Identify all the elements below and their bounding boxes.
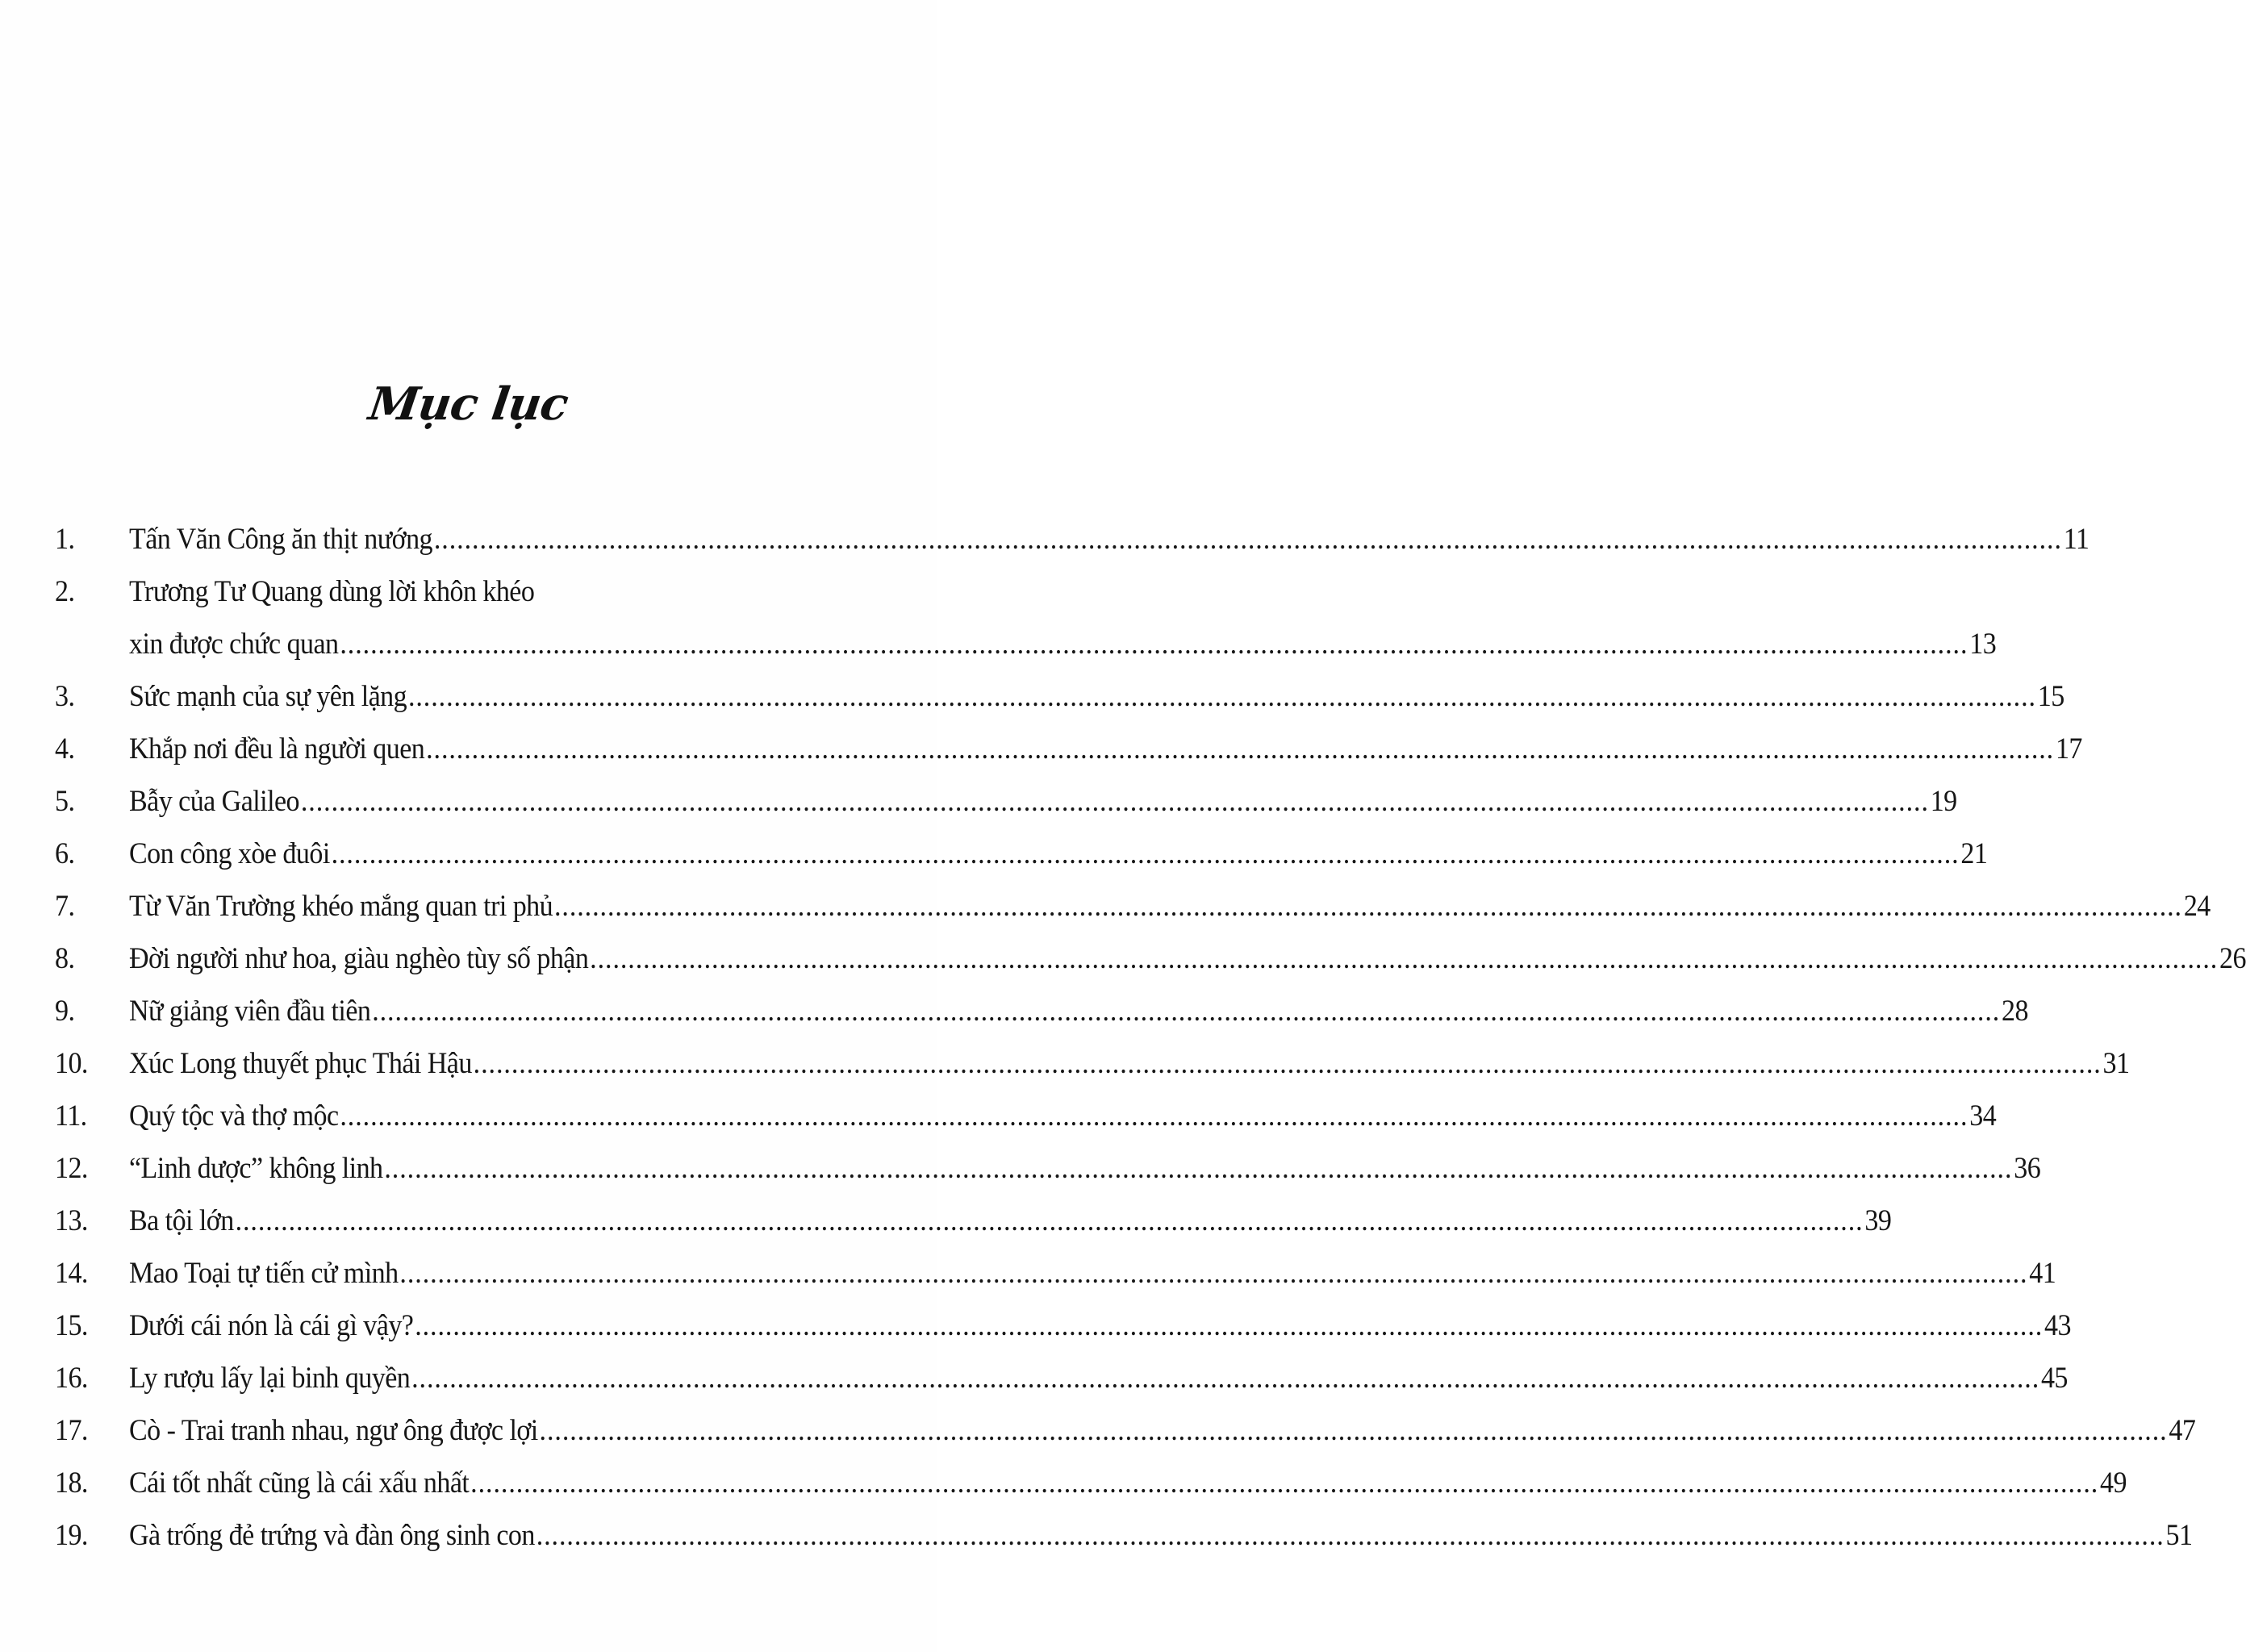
entry-title: Mao Toại tự tiến cử mình xyxy=(129,1257,399,1290)
toc-entry xyxy=(55,1195,1892,1247)
entry-page-number: 13 xyxy=(1969,628,1997,661)
dot-leader xyxy=(408,670,2036,723)
dot-leader xyxy=(470,1457,2098,1509)
entry-page-number: 41 xyxy=(2029,1257,2056,1290)
toc-entry xyxy=(55,1404,2196,1457)
dot-leader xyxy=(426,723,2054,775)
entry-number: 11. xyxy=(55,1099,87,1133)
entry-page-number: 47 xyxy=(2169,1414,2196,1447)
entry-title: Khắp nơi đều là người quen xyxy=(129,732,425,766)
table-of-contents xyxy=(55,513,2246,1562)
entry-number: 19. xyxy=(55,1519,88,1552)
toc-entry xyxy=(55,670,2064,723)
entry-number: 3. xyxy=(55,680,75,713)
toc-entry xyxy=(55,1090,1997,1142)
entry-title-line-2: xin được chức quan xyxy=(129,628,339,661)
entry-page-number: 49 xyxy=(2100,1466,2127,1500)
entry-number: 14. xyxy=(55,1257,88,1290)
entry-number: 12. xyxy=(55,1152,88,1185)
dot-leader xyxy=(415,1299,2043,1352)
entry-title-line-1: Trương Tư Quang dùng lời khôn khéo xyxy=(129,575,535,608)
toc-entry xyxy=(55,513,2089,565)
entry-title: Dưới cái nón là cái gì vậy? xyxy=(129,1309,414,1342)
entry-title: Nữ giảng viên đầu tiên xyxy=(129,995,371,1028)
dot-leader xyxy=(384,1142,2012,1195)
toc-entry xyxy=(55,1352,2068,1404)
toc-entry xyxy=(55,985,2029,1037)
toc-entry xyxy=(55,1142,2041,1195)
entry-number: 5. xyxy=(55,785,75,818)
dot-leader xyxy=(536,1509,2165,1562)
entry-title: Từ Văn Trường khéo mắng quan tri phủ xyxy=(129,890,553,923)
dot-leader xyxy=(434,513,2062,565)
toc-entry xyxy=(55,1037,2130,1090)
toc-entry xyxy=(55,1457,2127,1509)
entry-title: Con công xòe đuôi xyxy=(129,837,330,870)
entry-page-number: 28 xyxy=(2002,995,2029,1028)
entry-number: 7. xyxy=(55,890,75,923)
dot-leader xyxy=(236,1195,1864,1247)
dot-leader xyxy=(301,775,1929,828)
entry-page-number: 21 xyxy=(1960,837,1988,870)
entry-number: 10. xyxy=(55,1047,88,1080)
entry-page-number: 17 xyxy=(2055,732,2082,766)
toc-entry xyxy=(55,880,2211,932)
page-title: Mục lục xyxy=(365,378,571,431)
entry-number: 13. xyxy=(55,1204,88,1237)
entry-number: 17. xyxy=(55,1414,88,1447)
toc-entry xyxy=(55,828,1988,880)
entry-page-number: 31 xyxy=(2102,1047,2130,1080)
entry-title: “Linh dược” không linh xyxy=(129,1152,383,1185)
entry-title: Ly rượu lấy lại binh quyền xyxy=(129,1362,411,1395)
entry-number: 2. xyxy=(55,575,75,608)
toc-entry xyxy=(55,1509,2193,1562)
entry-page-number: 36 xyxy=(2014,1152,2041,1185)
entry-page-number: 39 xyxy=(1864,1204,1892,1237)
dot-leader xyxy=(399,1247,2027,1299)
entry-page-number: 43 xyxy=(2044,1309,2072,1342)
toc-entry xyxy=(55,1247,2056,1299)
toc-entry xyxy=(55,775,1957,828)
entry-title: Quý tộc và thợ mộc xyxy=(129,1099,339,1133)
entry-title: Đời người như hoa, giàu nghèo tùy số phận xyxy=(129,942,589,975)
entry-page-number: 34 xyxy=(1969,1099,1997,1133)
entry-title: Cò - Trai tranh nhau, ngư ông được lợi xyxy=(129,1414,538,1447)
entry-page-number: 26 xyxy=(2219,942,2246,975)
entry-number: 8. xyxy=(55,942,75,975)
entry-page-number: 24 xyxy=(2183,890,2211,923)
entry-number: 16. xyxy=(55,1362,88,1395)
dot-leader xyxy=(474,1037,2102,1090)
dot-leader xyxy=(332,828,1960,880)
toc-entry xyxy=(55,1299,2072,1352)
dot-leader xyxy=(372,985,2000,1037)
entry-number: 9. xyxy=(55,995,75,1028)
entry-title: Xúc Long thuyết phục Thái Hậu xyxy=(129,1047,472,1080)
dot-leader xyxy=(411,1352,2039,1404)
entry-title: Cái tốt nhất cũng là cái xấu nhất xyxy=(129,1466,470,1500)
dot-leader xyxy=(554,880,2182,932)
entry-page-number: 45 xyxy=(2040,1362,2068,1395)
toc-entry xyxy=(55,565,1997,670)
entry-number: 18. xyxy=(55,1466,88,1500)
entry-number: 1. xyxy=(55,523,75,556)
entry-title: Sức mạnh của sự yên lặng xyxy=(129,680,407,713)
dot-leader xyxy=(590,932,2218,985)
entry-title: Tấn Văn Công ăn thịt nướng xyxy=(129,523,433,556)
entry-page-number: 51 xyxy=(2165,1519,2193,1552)
toc-entry xyxy=(55,723,2082,775)
toc-entry xyxy=(55,932,2246,985)
dot-leader xyxy=(340,618,1968,670)
dot-leader xyxy=(540,1404,2168,1457)
entry-title: Bẫy của Galileo xyxy=(129,785,300,818)
entry-title: Gà trống đẻ trứng và đàn ông sinh con xyxy=(129,1519,535,1552)
entry-title: Ba tội lớn xyxy=(129,1204,234,1237)
entry-page-number: 11 xyxy=(2063,523,2089,556)
dot-leader xyxy=(340,1090,1968,1142)
entry-page-number: 15 xyxy=(2037,680,2064,713)
entry-page-number: 19 xyxy=(1930,785,1957,818)
entry-number: 4. xyxy=(55,732,75,766)
entry-number: 6. xyxy=(55,837,75,870)
entry-number: 15. xyxy=(55,1309,88,1342)
